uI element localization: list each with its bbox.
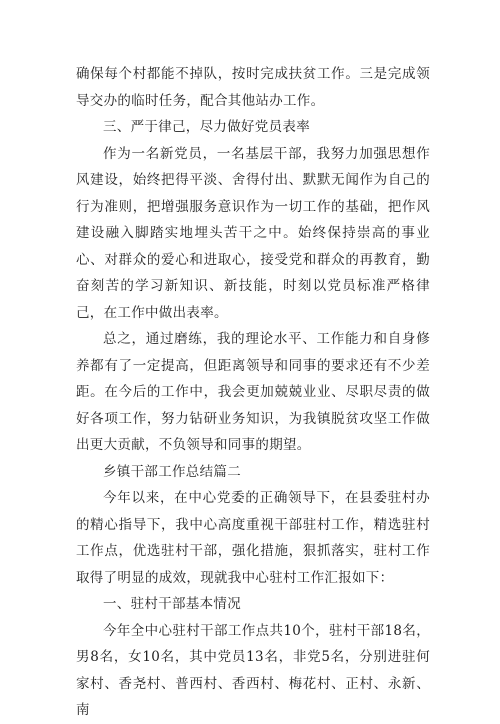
article-title-part-two: 乡镇干部工作总结篇二 [103,463,241,480]
section-heading-basic-info: 一、驻村干部基本情况 [103,596,241,612]
paragraph-basic-info: 今年全中心驻村干部工作点共10个，驻村干部18名，男8名，女10名，其中党员13名，非党5名，分别进驻何家村、香尧村、普西村、香西村、梅花村、正村、永新、南 [76,622,430,718]
paragraph-continuation: 确保每个村都能不掉队，按时完成扶贫工作。三是完成领导交办的临时任务，配合其他站办工作。 [76,66,430,109]
section-heading-discipline: 三、严于律己，尽力做好党员表率 [103,119,310,135]
paragraph-party-member: 作为一名新党员，一名基层干部，我努力加强思想作风建设，始终把得平淡、舍得付出、默默无闻作为自己的行为准则，把增强服务意识作为一切工作的基础，把作风建设融入脚踏实地埋头苦干之中。始终保持崇高的事业心、对群众的爱心和进取心，接受党和群众的再教育，勤奋刻苦的学习新知识、新技能，时刻以党员标准严格律己，在工作中做出表率。 [76,145,430,321]
document-body [76,61,430,724]
paragraph-summary: 总之，通过磨练，我的理论水平、工作能力和自身修养都有了一定提高，但距离领导和同事的要求还有不少差距。在今后的工作中，我会更加兢兢业业、尽职尽责的做好各项工作，努力钻研业务知识，为我镇脱贫攻坚工作做出更大贡献，不负领导和同事的期望。 [76,331,430,453]
paragraph-intro: 今年以来，在中心党委的正确领导下，在县委驻村办的精心指导下，我中心高度重视干部驻村工作，精选驻村工作点，优选驻村干部，强化措施，狠抓落实，驻村工作取得了明显的成效，现就我中心驻村工作汇报如下： [76,490,430,586]
